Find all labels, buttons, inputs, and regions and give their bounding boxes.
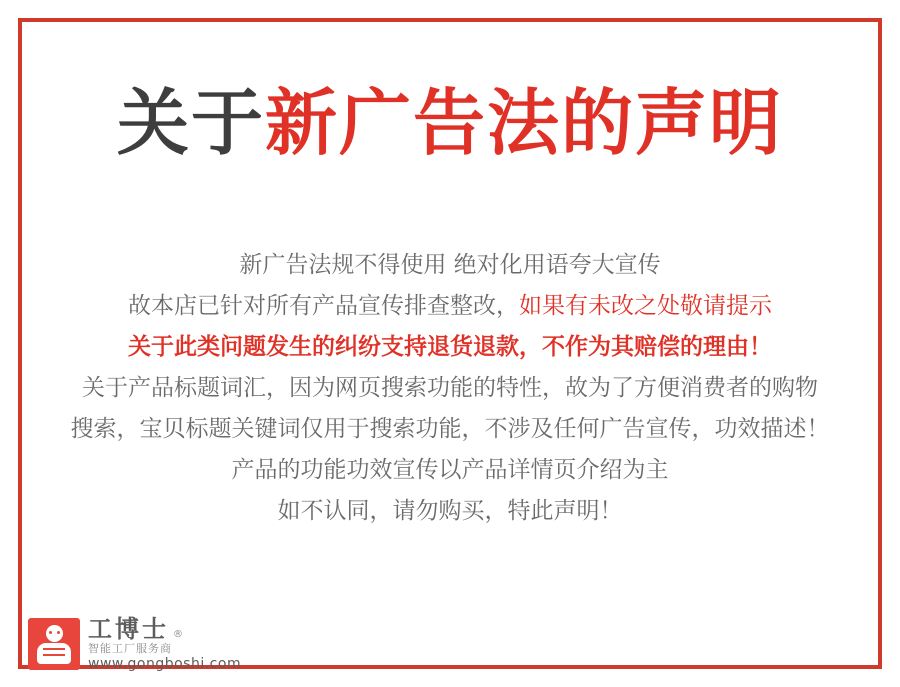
logo-head-shape [46,625,63,642]
statement-line [40,286,860,327]
brand-logo-icon [28,618,80,670]
statement-text: 关于产品标题词汇，因为网页搜索功能的特性，故为了方便消费者的购物 [82,375,818,401]
statement-text: 产品的功能功效宣传以产品详情页介绍为主 [231,457,669,483]
page-title-highlight: 新广告法的声明 [265,81,784,165]
statement-body [40,245,860,532]
logo-body-shape [37,643,71,664]
page-title [0,82,900,165]
registered-mark-icon: ® [173,629,183,640]
statement-text-emphasis: 关于此类问题发生的纠纷支持退货退款，不作为其赔偿的理由！ [128,334,772,360]
statement-line [40,450,860,491]
statement-text: 如不认同，请勿购买，特此声明！ [277,498,623,524]
statement-text: 故本店已针对所有产品宣传排查整改， [128,293,519,319]
brand-name: 工博士 [88,615,169,643]
statement-line [40,409,860,450]
brand-url: www.gongboshi.com [88,656,242,672]
brand-subtitle: 智能工厂服务商 [88,642,172,655]
statement-text-emphasis: 如果有未改之处敬请提示 [519,293,772,319]
statement-line [40,491,860,532]
statement-text: 搜索，宝贝标题关键词仅用于搜索功能，不涉及任何广告宣传，功效描述！ [70,416,830,442]
statement-line [40,245,860,286]
page-title-prefix: 关于 [116,81,265,165]
watermark-texts [88,617,241,671]
statement-line [40,368,860,409]
statement-text: 新广告法规不得使用 绝对化用语夸大宣传 [239,252,661,278]
statement-line [40,327,860,368]
watermark-brand-row [88,617,241,641]
watermark [28,617,241,671]
watermark-brand-block [88,617,241,654]
